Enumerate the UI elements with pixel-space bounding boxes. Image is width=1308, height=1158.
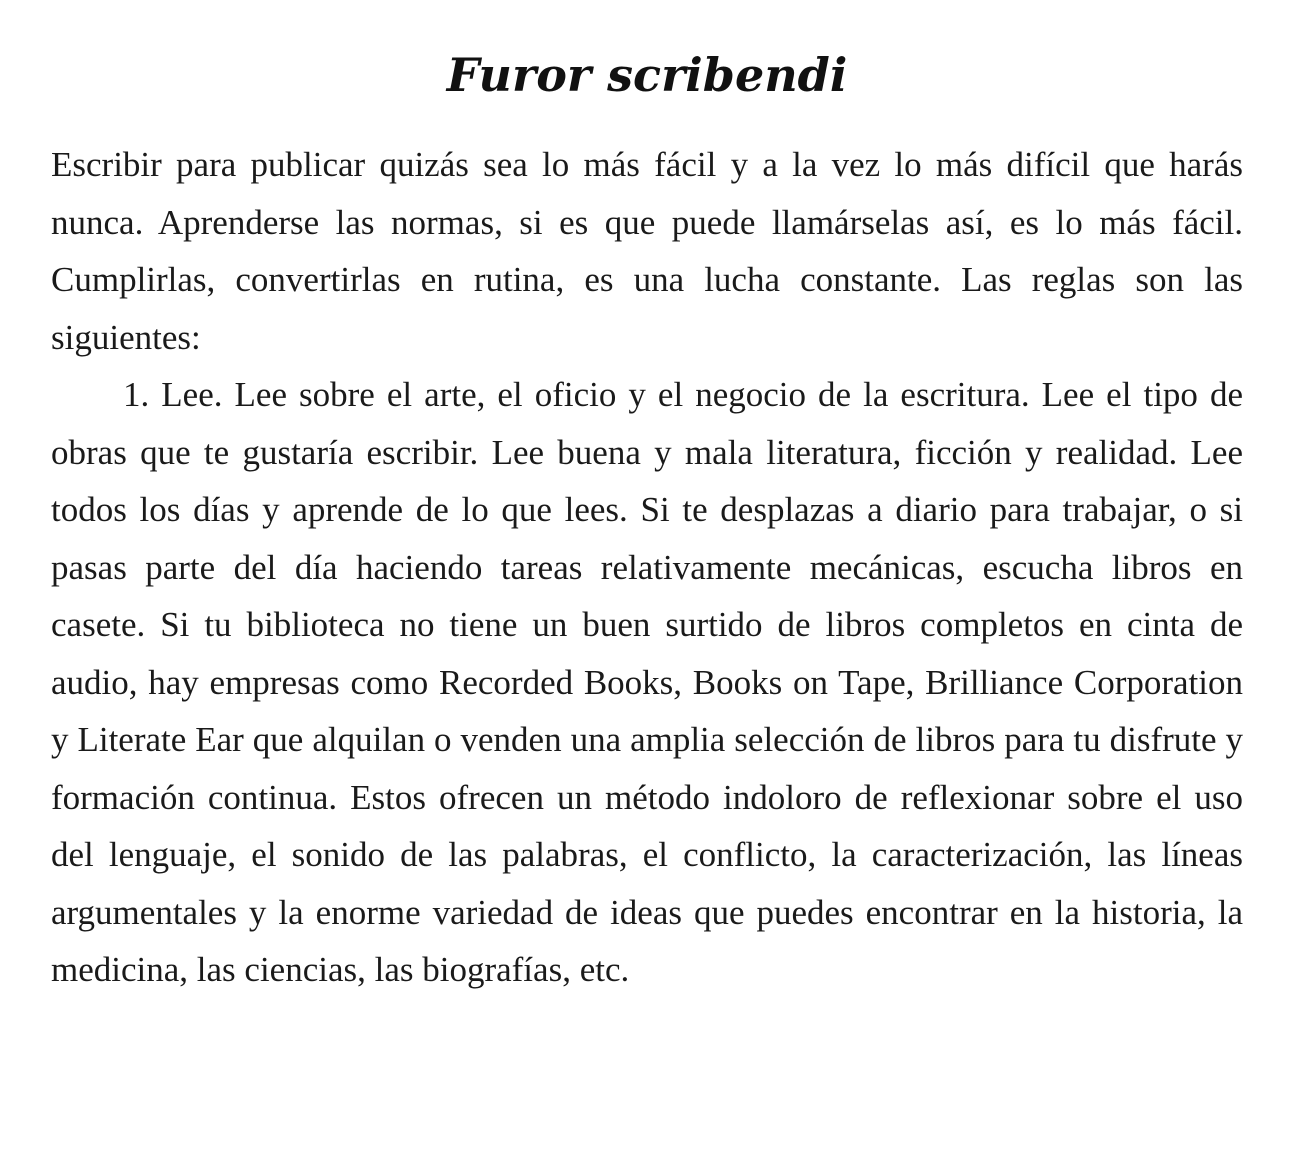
page xyxy=(51,40,1243,999)
chapter-title: Furor scribendi xyxy=(446,48,848,102)
rule-1-paragraph: 1. Lee. Lee sobre el arte, el oficio y el negocio de la escritura. Lee el tipo de obras que te gustaría escribir. Lee buena y mala literatura, ficción y realidad. Lee todos los días y aprende de lo que lees. Si te desplazas a diario para trabajar, o si pasas parte del día haciendo tareas relativamente mecánicas, escucha libros en casete. Si tu biblioteca no tiene un buen surtido de libros completos en cinta de audio, hay empresas como Recorded Books, Books on Tape, Brilliance Corporation y Literate Ear que alquilan o venden una amplia selección de libros para tu disfrute y formación continua. Estos ofrecen un método indoloro de reflexionar sobre el uso del lenguaje, el sonido de las palabras, el conflicto, la caracterización, las líneas argumentales y la enorme variedad de ideas que puedes encontrar en la historia, la medicina, las ciencias, las biografías, etc. xyxy=(51,375,1243,989)
intro-paragraph: Escribir para publicar quizás sea lo más fácil y a la vez lo más difícil que harás nunca. Aprenderse las normas, si es que puede llamárselas así, es lo más fácil. Cumplirlas, convertirlas en rutina, es una lucha constante. Las reglas son las siguientes: xyxy=(51,145,1243,357)
body-text xyxy=(51,136,1243,999)
